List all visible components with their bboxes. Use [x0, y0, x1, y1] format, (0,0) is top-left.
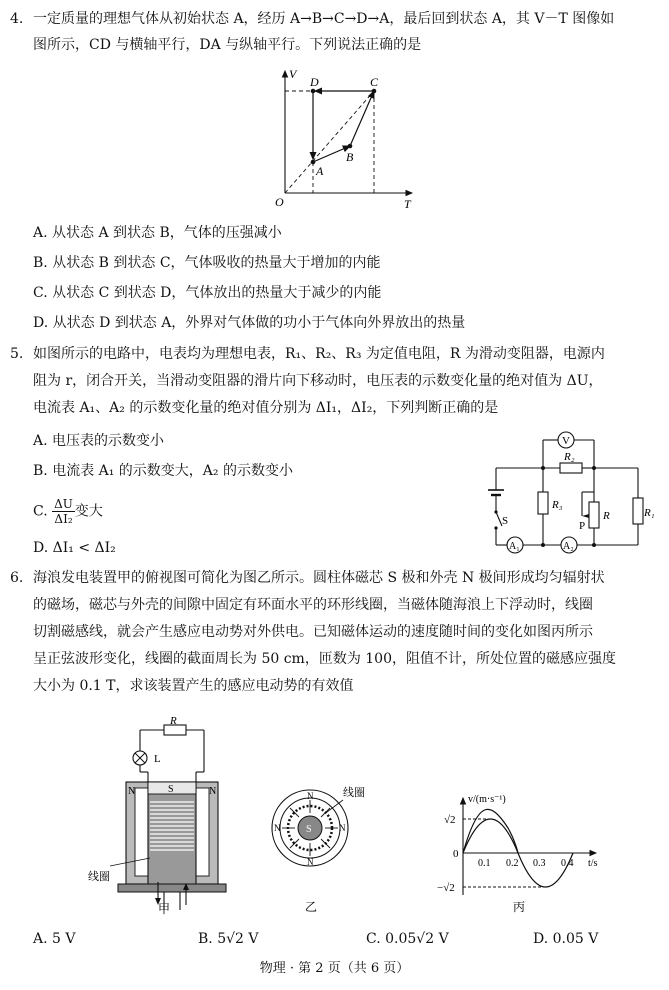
- jia-caption: 甲: [158, 902, 171, 915]
- q5-option-c[interactable]: [33, 497, 103, 526]
- label-o: O: [275, 195, 284, 209]
- jia-n-left: N: [128, 786, 136, 797]
- label-b: B: [346, 150, 354, 164]
- q5-option-c-suffix: 变大: [74, 503, 103, 520]
- origin-dashed-line: [285, 91, 374, 193]
- yi-n-bottom: N: [307, 857, 314, 867]
- q4-option-b[interactable]: B. 从状态 B 到状态 C，气体吸收的热量大于增加的内能: [33, 255, 381, 271]
- bing-yneg: −√2: [437, 882, 455, 894]
- q6-stem-line2: 的磁场，磁芯与外壳的间隙中固定有环面水平的环形线圈，当磁体随海浪上下浮动时，线圈: [33, 597, 593, 613]
- p-label: P: [579, 520, 586, 532]
- r3-label: R₃: [552, 499, 563, 511]
- bing-caption: 丙: [513, 900, 526, 914]
- jia-r-label: R: [170, 715, 177, 727]
- q4-stem-line1: 一定质量的理想气体从初始状态 A，经历 A→B→C→D→A，最后回到状态 A，其 V－T 图像如: [33, 11, 615, 27]
- r-label: R: [603, 510, 610, 522]
- yi-coil-label: 线圈: [343, 787, 365, 799]
- q5-option-d[interactable]: D. ΔI₁ < ΔI₂: [33, 540, 116, 556]
- yi-caption: 乙: [305, 900, 318, 914]
- label-d: D: [310, 75, 319, 89]
- segment-bc: [350, 91, 374, 146]
- q4-option-a[interactable]: A. 从状态 A 到状态 B，气体的压强减小: [33, 225, 282, 241]
- jia-coil-label: 线圈: [88, 871, 110, 883]
- q6-stem-line5: 大小为 0.1 T，求该装置产生的感应电动势的有效值: [33, 678, 354, 694]
- jia-n-right: N: [209, 786, 217, 797]
- a2-label: A₂: [563, 541, 574, 552]
- a1-label: A₁: [509, 541, 520, 552]
- q6-option-d[interactable]: D. 0.05 V: [533, 931, 599, 947]
- r1-label: R₁: [644, 507, 655, 519]
- bing-xunit: t/s: [588, 858, 598, 869]
- bing-ypos: √2: [444, 814, 456, 826]
- vt-graph: [270, 66, 420, 211]
- label-v: V: [289, 67, 297, 81]
- label-c: C: [370, 75, 379, 89]
- bing-ylabel: v/(m·s⁻¹): [468, 794, 506, 805]
- q6-stem-line1: 海浪发电装置甲的俯视图可简化为图乙所示。圆柱体磁芯 S 极和外壳 N 极间形成均匀辐射状: [33, 570, 605, 586]
- point-c: [372, 89, 377, 94]
- q5-number: 5.: [10, 346, 24, 362]
- point-a: [311, 160, 316, 165]
- q4-stem-line2: 图所示，CD 与横轴平行，DA 与纵轴平行。下列说法正确的是: [33, 37, 422, 53]
- bing-xtick: 0.4: [561, 858, 574, 869]
- page-footer: 物理 · 第 2 页（共 6 页）: [259, 961, 410, 976]
- sine-curve-first-half: [463, 809, 518, 853]
- q4-option-c[interactable]: C. 从状态 C 到状态 D，气体放出的热量大于减少的内能: [33, 285, 382, 301]
- q5-stem-line1: 如图所示的电路中，电表均为理想电表，R₁、R₂、R₃ 为定值电阻，R 为滑动变阻器，电源内: [33, 346, 605, 362]
- q6-number: 6.: [10, 570, 24, 586]
- q5-option-b[interactable]: B. 电流表 A₁ 的示数变大，A₂ 的示数变小: [33, 463, 293, 479]
- r2-label: R₂: [564, 451, 575, 463]
- fraction-du-di2: $\frac{\Delta U}{\text{ΔI₂}}$: [54, 497, 73, 526]
- q6-stem-line3: 切割磁感线，就会产生感应电动势对外供电。已知磁体运动的速度随时间的变化如图丙所示: [33, 624, 593, 640]
- q4-option-d[interactable]: D. 从状态 D 到状态 A，外界对气体做的功小于气体向外界放出的热量: [33, 315, 466, 331]
- bing-origin: 0: [453, 848, 459, 860]
- label-a: A: [316, 164, 324, 178]
- point-d: [311, 89, 316, 94]
- q5-option-c-prefix: C.: [33, 503, 48, 520]
- figure-bing: [420, 790, 620, 915]
- bing-xtick: 0.1: [478, 858, 491, 869]
- yi-n-top: N: [307, 791, 314, 801]
- jia-s-label: S: [168, 784, 174, 795]
- q6-option-c[interactable]: C. 0.05√2 V: [366, 931, 449, 947]
- yi-s-label: S: [306, 824, 312, 835]
- q6-option-a[interactable]: A. 5 V: [33, 931, 76, 947]
- figure-jia: [88, 710, 238, 915]
- point-b: [348, 144, 353, 149]
- yi-n-left: N: [274, 823, 281, 833]
- s-label: S: [502, 515, 509, 527]
- q6-option-b[interactable]: B. 5√2 V: [198, 931, 259, 947]
- voltmeter-label: V: [562, 435, 570, 447]
- q5-option-a[interactable]: A. 电压表的示数变小: [33, 433, 165, 449]
- figure-yi: [265, 780, 375, 915]
- label-t: T: [404, 197, 411, 211]
- q4-number: 4.: [10, 11, 24, 27]
- q5-stem-line2: 阻为 r，闭合开关，当滑动变阻器的滑片向下移动时，电压表的示数变化量的绝对值为 ΔU，: [33, 373, 603, 389]
- q5-stem-line3: 电流表 A₁、A₂ 的示数变化量的绝对值分别为 ΔI₁，ΔI₂，下列判断正确的是: [33, 400, 499, 416]
- circuit-diagram: [488, 428, 660, 560]
- bing-xtick: 0.3: [533, 858, 546, 869]
- yi-n-right: N: [339, 823, 346, 833]
- bing-xtick: 0.2: [506, 858, 519, 869]
- jia-l-label: L: [154, 753, 161, 765]
- q6-stem-line4: 呈正弦波形变化，线圈的截面周长为 50 cm，匝数为 100，阻值不计，所处位置的磁感应强度: [33, 651, 617, 667]
